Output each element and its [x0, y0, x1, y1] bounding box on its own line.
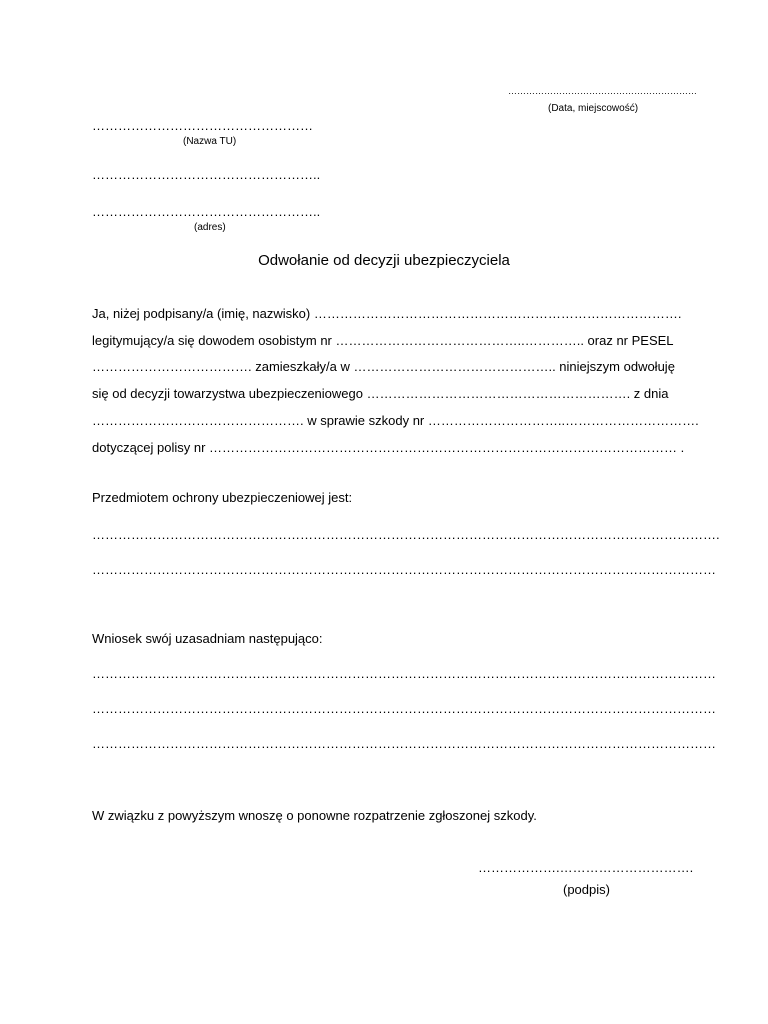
request-statement: W związku z powyższym wnoszę o ponowne rozpatrzenie zgłoszonej szkody. [92, 808, 537, 823]
body-line-id[interactable]: legitymujący/a się dowodem osobistym nr ……………………………………..………….. oraz nr PESEL [92, 333, 674, 348]
document-title: Odwołanie od decyzji ubezpieczyciela [258, 252, 510, 269]
body-line-name[interactable]: Ja, niżej podpisany/a (imię, nazwisko) …………………………………………………………………………. [92, 306, 682, 321]
address-caption: (adres) [194, 222, 226, 233]
body-line-insurer[interactable]: się od decyzji towarzystwa ubezpieczeniowego ……………………………………………………. z dnia [92, 386, 669, 401]
insurer-address-field-2[interactable]: …………………………………………….. [92, 204, 321, 219]
justification-line-3[interactable]: ……………………………………………………………………………………………………………………………… [92, 736, 716, 751]
subject-line-2[interactable]: ……………………………………………………………………………………………………………………………… [92, 562, 716, 577]
justification-line-1[interactable]: ……………………………………………………………………………………………………………………………… [92, 666, 716, 681]
body-line-claim[interactable]: …………………………………………. w sprawie szkody nr …………………………..…………………………. [92, 413, 699, 428]
date-place-field[interactable]: ……………………………………………………… [508, 86, 697, 96]
justification-line-2[interactable]: ……………………………………………………………………………………………………………………………… [92, 701, 716, 716]
body-line-policy[interactable]: dotyczącej polisy nr ……………………………………………………………………………………………… . [92, 440, 685, 455]
subject-line-1[interactable]: ………………………………………………………………………………………………………………………………. [92, 527, 720, 542]
signature-caption: (podpis) [563, 882, 610, 897]
insurer-address-field-1[interactable]: …………………………………………….. [92, 167, 321, 182]
insurer-name-caption: (Nazwa TU) [183, 136, 237, 147]
signature-field[interactable]: ……………….…………………………. [478, 860, 694, 875]
subject-heading: Przedmiotem ochrony ubezpieczeniowej jest: [92, 490, 353, 505]
body-line-address[interactable]: ………………………………. zamieszkały/a w ……………………………………….. niniejszym odwołuję [92, 359, 675, 374]
justification-heading: Wniosek swój uzasadniam następująco: [92, 631, 323, 646]
insurer-name-field[interactable]: …………………………………………… [92, 118, 313, 133]
date-place-caption: (Data, miejscowość) [548, 103, 639, 114]
